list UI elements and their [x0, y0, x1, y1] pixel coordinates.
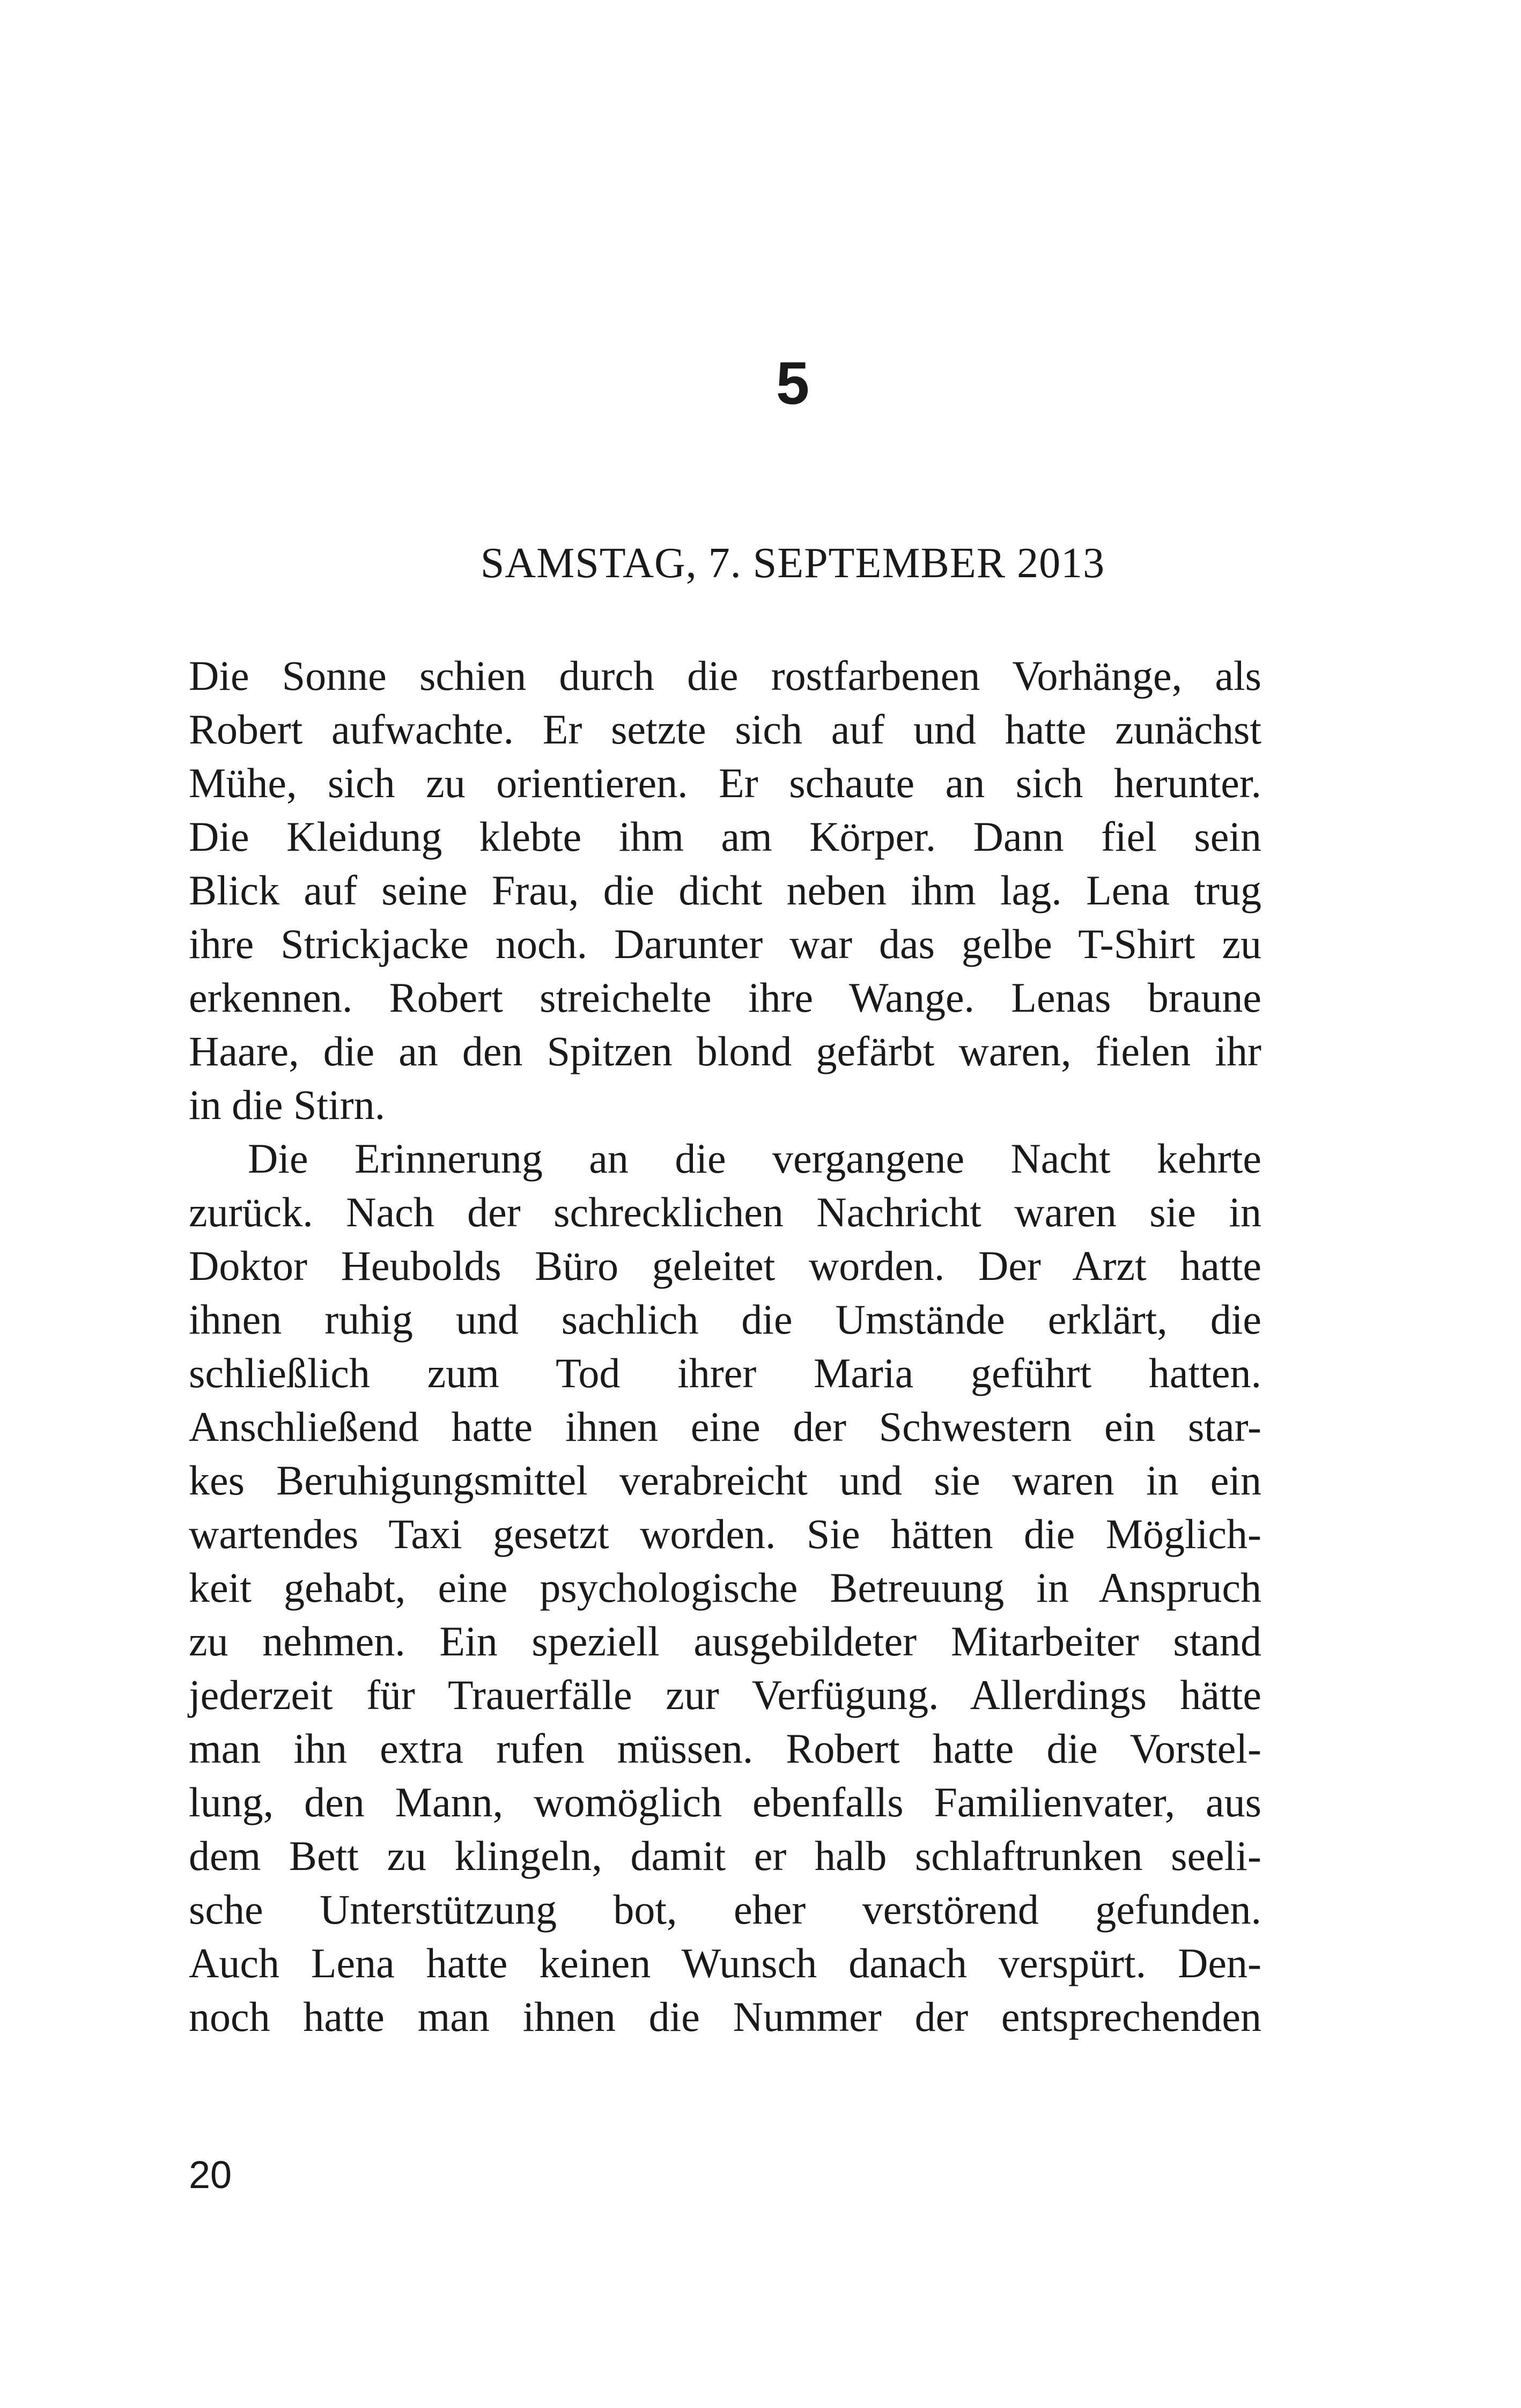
text-line: man ihn extra rufen müssen. Robert hatte die Vorstel- [189, 1725, 1261, 1772]
paragraph-2 [189, 1132, 1261, 2044]
chapter-date: SAMSTAG, 7. SEPTEMBER 2013 [480, 540, 1105, 587]
text-line: ihre Strickjacke noch. Darunter war das gelbe T-Shirt zu [189, 921, 1261, 967]
text-line: Haare, die an den Spitzen blond gefärbt waren, fielen ihr [189, 1028, 1261, 1074]
text-line: zu nehmen. Ein speziell ausgebildeter Mitarbeiter stand [189, 1618, 1261, 1665]
text-line: Die Sonne schien durch die rostfarbenen Vorhänge, als [189, 652, 1261, 699]
text-line: dem Bett zu klingeln, damit er halb schlaftrunken seeli- [189, 1832, 1261, 1879]
body-text [189, 649, 1261, 2044]
text-line: Mühe, sich zu orientieren. Er schaute an sich herunter. [189, 760, 1261, 806]
text-line: noch hatte man ihnen die Nummer der entsprechenden [189, 1993, 1261, 2040]
text-line: kes Beruhigungsmittel verabreicht und sie waren in ein [189, 1457, 1261, 1504]
text-line: schließlich zum Tod ihrer Maria geführt hatten. [189, 1350, 1261, 1396]
paragraph-1 [189, 649, 1261, 1132]
text-line: lung, den Mann, womöglich ebenfalls Familienvater, aus [189, 1779, 1261, 1825]
text-line: Die Kleidung klebte ihm am Körper. Dann fiel sein [189, 813, 1261, 860]
text-line: Robert aufwachte. Er setzte sich auf und hatte zunächst [189, 706, 1261, 753]
text-line: Auch Lena hatte keinen Wunsch danach verspürt. Den- [189, 1940, 1261, 1986]
text-line: ihnen ruhig und sachlich die Umstände erklärt, die [189, 1296, 1261, 1343]
text-line: erkennen. Robert streichelte ihre Wange. Lenas braune [189, 974, 1261, 1021]
text-line: in die Stirn. [189, 1081, 386, 1128]
page-number: 20 [189, 2154, 232, 2197]
text-line: Blick auf seine Frau, die dicht neben ihm lag. Lena trug [189, 867, 1261, 914]
text-line: Doktor Heubolds Büro geleitet worden. Der Arzt hatte [189, 1242, 1261, 1289]
text-line: wartendes Taxi gesetzt worden. Sie hätten die Möglich- [189, 1511, 1261, 1557]
text-line: zurück. Nach der schrecklichen Nachricht waren sie in [189, 1189, 1261, 1235]
text-line: Die Erinnerung an die vergangene Nacht kehrte [248, 1135, 1261, 1182]
text-line: sche Unterstützung bot, eher verstörend gefunden. [189, 1886, 1261, 1933]
text-line: keit gehabt, eine psychologische Betreuung in Anspruch [189, 1564, 1261, 1611]
chapter-number: 5 [776, 350, 810, 417]
text-line: jederzeit für Trauerfälle zur Verfügung. Allerdings hätte [189, 1671, 1261, 1718]
text-line: Anschließend hatte ihnen eine der Schwestern ein star- [189, 1403, 1261, 1450]
